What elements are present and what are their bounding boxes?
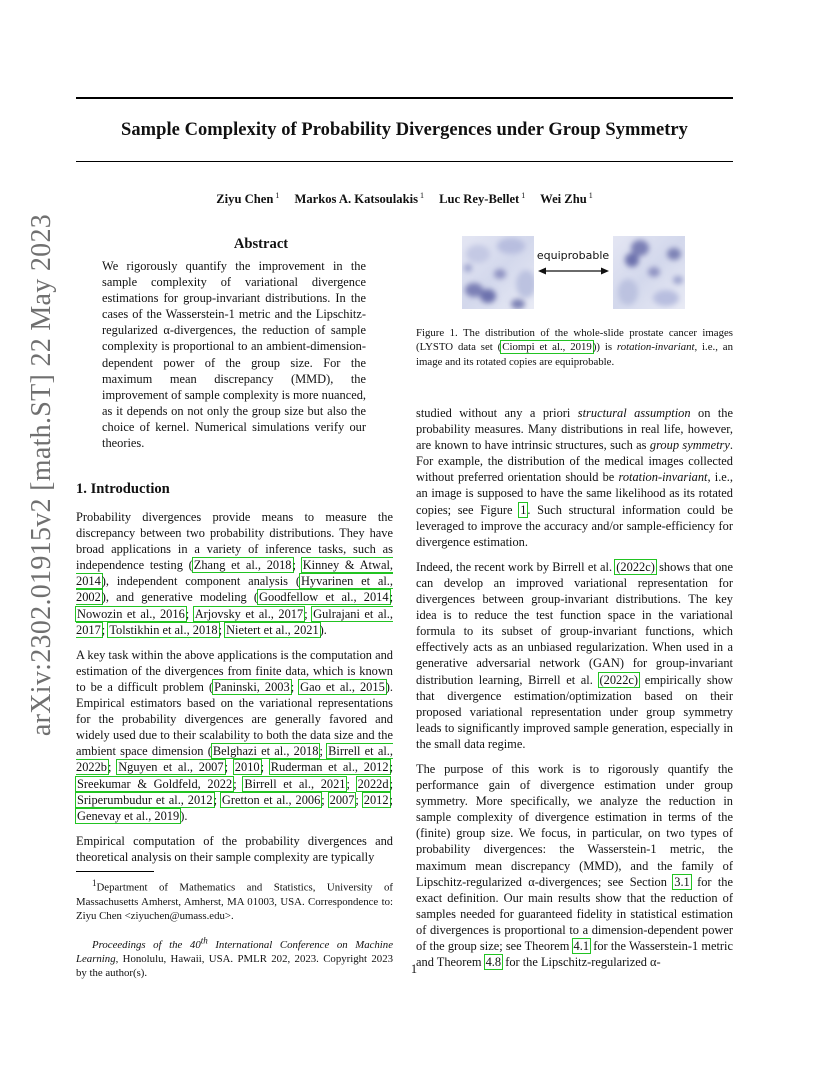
footnote-rule <box>76 871 154 872</box>
author-name: Wei Zhu <box>540 192 587 206</box>
caption-label: Figure 1. <box>416 327 458 339</box>
equiprobable-label: equiprobable <box>536 249 610 262</box>
author-affiliation: 1 <box>521 191 526 200</box>
author-affiliation: 1 <box>275 191 280 200</box>
citation-link[interactable]: Ruderman et al., 2012 <box>270 760 389 775</box>
intro-paragraph-2: A key task within the above applications is the computation and estimation of the divergences from finite data, which is known to be a difficult problem (Paninski, 2003; Gao et al., 2015). Empirical estimators based on the variational representations for the probability divergences are generally favored and widely used due to their scalability to both the data size and the ambient space dimension (Belghazi et al., 2018; Birrell et al., 2022b; Nguyen et al., 2007; 2010; Ruderman et al., 2012; Sreekumar & Goldfeld, 2022; Birrell et al., 2021; 2022d; Sriperumbudur et al., 2012; Gretton et al., 2006; 2007; 2012; Genevay et al., 2019). <box>76 647 394 823</box>
tissue-image-rotated <box>613 236 685 309</box>
citation-link[interactable]: (2022c) <box>599 672 639 687</box>
citation-link[interactable]: Nguyen et al., 2007 <box>118 760 224 775</box>
citation-link[interactable]: Hyvarinen et al., 2002 <box>76 574 393 605</box>
theorem-ref-link[interactable]: 4.1 <box>573 939 590 953</box>
citation-link[interactable]: Gao et al., 2015 <box>300 679 385 694</box>
figure-ref-link[interactable]: 1 <box>520 502 527 517</box>
abstract-paragraph: We rigorously quantify the improvement in the sample complexity of variational divergence estimations for group-invariant distributions. In the cases of the Wasserstein-1 metric and the Lipschitz-regularized α-divergences, the reduction of sample complexity is proportional to an ambient-dimension-dependent power of the group size. For the maximum mean discrepancy (MMD), the improvement of sample complexity is more nuanced, as it depends on not only the group size but also the choice of kernel. Numerical simulations verify our theories. <box>102 259 366 451</box>
figure-caption: Figure 1. The distribution of the whole-slide prostate cancer images (LYSTO data set (Ciompi et al., 2019)) is rotation-invariant, i.e., an image and its rotated copies are equiprobable. <box>416 327 733 368</box>
author-list <box>76 191 733 207</box>
proceedings-note: Proceedings of the 40th International Conference on Machine Learning, Honolulu, Hawaii, USA. PMLR 202, 2023. Copyright 2023 by the author(s). <box>76 935 393 980</box>
citation-link[interactable]: Genevay et al., 2019 <box>77 808 180 823</box>
page-number: 1 <box>410 962 418 976</box>
top-rule <box>76 97 733 99</box>
citation-link[interactable]: Nietert et al., 2021 <box>226 622 319 637</box>
intro-paragraph-1: Probability divergences provide means to measure the discrepancy between two probability distributions. They have broad applications in a variety of inference tasks, such as independence testing (Zhang et al., 2018; Kinney & Atwal, 2014), independent component analysis (Hyvarinen et al., 2002), and generative modeling (Goodfellow et al., 2014; Nowozin et al., 2016; Arjovsky et al., 2017; Gulrajani et al., 2017; Tolstikhin et al., 2018; Nietert et al., 2021). <box>76 510 394 637</box>
citation-link[interactable]: Kinney & Atwal, 2014 <box>76 558 393 589</box>
right-column <box>416 405 733 970</box>
citation-link[interactable]: Sriperumbudur et al., 2012 <box>77 792 213 807</box>
intro-column <box>76 509 393 865</box>
abstract-text <box>102 258 366 451</box>
tissue-image-original <box>462 236 536 309</box>
author-name: Markos A. Katsoulakis <box>294 192 418 206</box>
author-name: Ziyu Chen <box>216 192 274 206</box>
citation-link[interactable]: Zhang et al., 2018 <box>193 558 292 573</box>
section-heading: 1. Introduction <box>76 481 170 497</box>
citation-link[interactable]: Belghazi et al., 2018 <box>212 744 319 759</box>
section-ref-link[interactable]: 3.1 <box>674 874 690 889</box>
citation-link[interactable]: Tolstikhin et al., 2018 <box>109 622 218 637</box>
affiliation-footnote: $^1$Department of Mathematics and Statistics, University of Massachusetts Amherst, Amherst, MA 01003, USA. Correspondence to: Ziyu Chen <ziyuchen@umass.edu>. <box>76 878 393 922</box>
citation-link[interactable]: Nowozin et al., 2016 <box>77 606 185 621</box>
citation-link[interactable]: 2010 <box>234 760 260 775</box>
citation-link[interactable]: Birrell et al., 2022b <box>76 744 393 775</box>
citation-link[interactable]: (2022c) <box>616 559 655 574</box>
citation-link[interactable]: Sreekumar & Goldfeld, 2022 <box>77 776 233 791</box>
double-arrow-icon <box>538 268 609 275</box>
author-affiliation: 1 <box>420 191 424 200</box>
citation-link[interactable]: 2022d <box>357 776 389 791</box>
citation-link[interactable]: 2012 <box>363 792 389 807</box>
citation-link[interactable]: Arjovsky et al., 2017 <box>194 606 304 621</box>
right-paragraph-3: The purpose of this work is to rigorously quantify the performance gain of divergence estimation under group symmetry. More specifically, we analyze the reduction in sample complexity of divergence estimation in terms of the (finite) group size. We focus, in particular, on two types of probability divergences: the Wasserstein-1 metric, the maximum mean discrepancy (MMD), and the family of Lipschitz-regularized α-divergences; see Section 3.1 for the exact definition. Our main results show that the reduction of samples needed for guaranteed fidelity in statistical estimation of divergences is proportional to a dimension-dependent power of the group size; see Theorem 4.1 for the Wasserstein-1 metric and Theorem 4.8 for the Lipschitz-regularized α- <box>416 761 734 970</box>
abstract-heading: Abstract <box>233 236 289 252</box>
arxiv-stamp: arXiv:2302.01915v2 [math.ST] 22 May 2023 <box>26 213 57 737</box>
citation-link[interactable]: Birrell et al., 2021 <box>244 776 346 791</box>
title-bottom-rule <box>76 161 733 162</box>
right-paragraph-1: studied without any a priori structural assumption on the probability measures. Many distributions in real life, however, are known to have intrinsic structures, such as group symmetry. For example, the distribution of the medical images collected without preferred orientation should be rotation-invariant, i.e., an image is supposed to have the same likelihood as its rotated copies; see Figure 1. Such structural information could be leveraged to improve the accuracy and/or sample-efficiency for divergence estimation. <box>416 406 734 549</box>
intro-paragraph-3: Empirical computation of the probability divergences and theoretical analysis on their sample complexity are typically <box>76 833 393 864</box>
citation-link[interactable]: 2007 <box>329 792 355 807</box>
citation-link[interactable]: Gretton et al., 2006 <box>221 792 321 807</box>
citation-link[interactable]: Ciompi et al., 2019 <box>502 341 592 354</box>
footnote-mark: 1 <box>92 878 97 888</box>
author-affiliation: 1 <box>588 191 593 200</box>
figure-1 <box>416 232 733 312</box>
citation-link[interactable]: Goodfellow et al., 2014 <box>259 590 389 605</box>
figure-1-illustration <box>416 232 733 312</box>
theorem-ref-link[interactable]: 4.8 <box>485 955 502 970</box>
author-name: Luc Rey-Bellet <box>439 192 520 206</box>
citation-link[interactable]: Paninski, 2003 <box>214 679 290 694</box>
right-paragraph-2: Indeed, the recent work by Birrell et al. (2022c) shows that one can develop an improved variational representation for divergences between group-invariant distributions. The key idea is to reduce the test function space in the variational formula to its subset of group-invariant functions, which effectively acts as an unbiased regularization. When used in a generative adversarial network (GAN) for group-invariant distribution learning, Birrell et al. (2022c) empirically show that divergence estimation/optimization based on their proposed variational representation under group symmetry leads to significantly improved sample generation, especially in the small data regime. <box>416 559 734 751</box>
citation-link[interactable]: Gulrajani et al., 2017 <box>76 606 393 637</box>
paper-title: Sample Complexity of Probability Divergences under Group Symmetry <box>121 120 688 140</box>
